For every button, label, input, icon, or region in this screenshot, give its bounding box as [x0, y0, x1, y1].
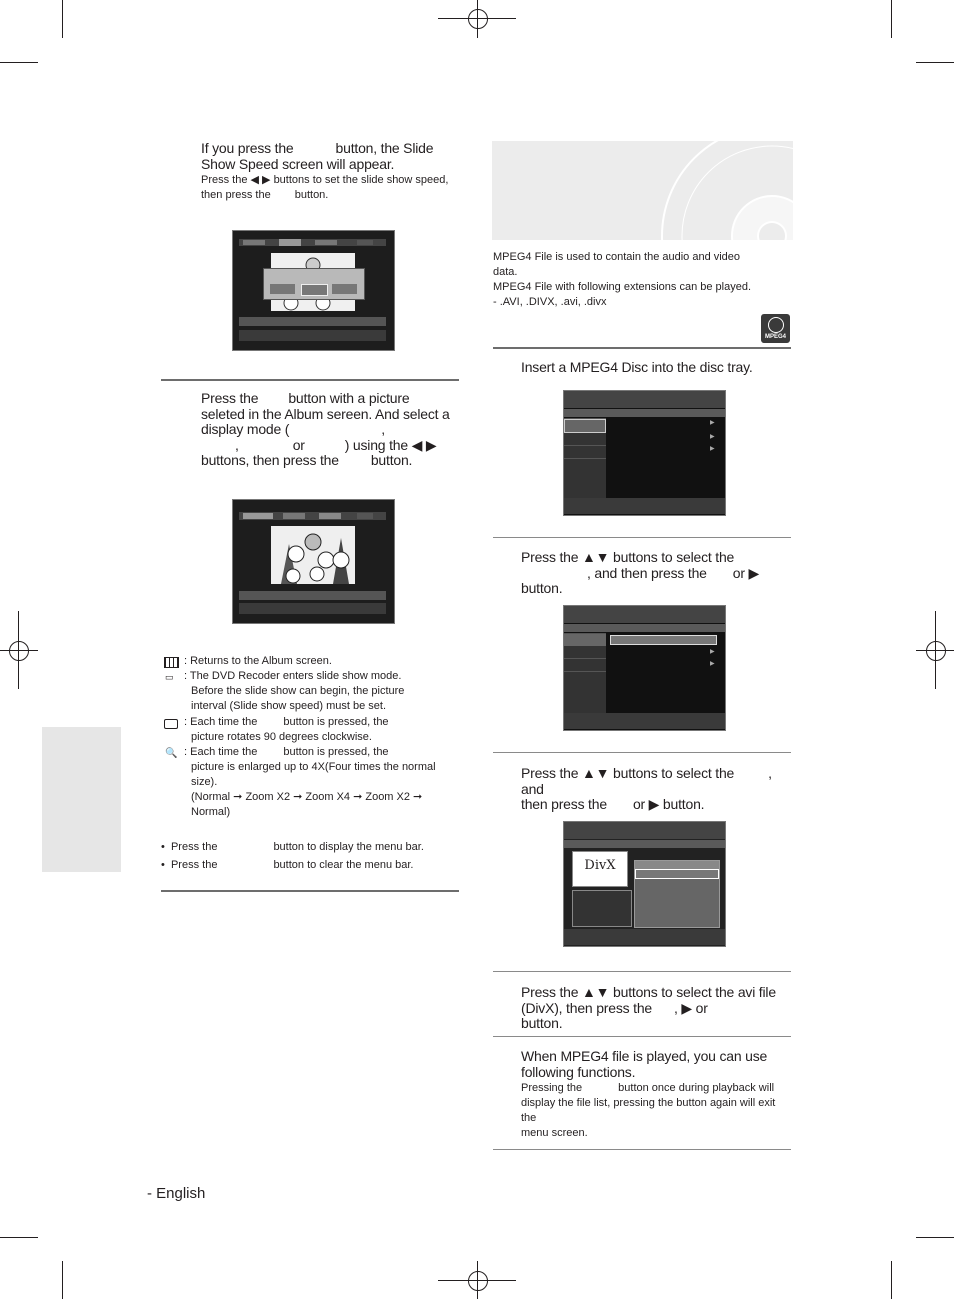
step-1-text: Insert a MPEG4 Disc into the disc tray.	[521, 359, 753, 375]
crop-mark	[916, 1237, 954, 1238]
bullet-clear-menu: • Press the button to clear the menu bar.	[161, 859, 414, 871]
help-bar	[239, 603, 386, 614]
sidebar-item-disc-navigation[interactable]	[564, 419, 606, 433]
crop-mark	[916, 62, 954, 63]
sidebar-item-setup[interactable]	[564, 659, 606, 672]
help-bar	[564, 713, 725, 729]
divx-file-list-screenshot	[563, 821, 726, 947]
rotate-icon	[315, 240, 337, 245]
help-bar	[564, 498, 725, 514]
registration-mark	[468, 1271, 488, 1291]
sidebar-item-setup[interactable]	[564, 446, 606, 459]
picture-display	[271, 526, 355, 584]
album-icon	[243, 513, 273, 519]
menu-item-selected[interactable]	[610, 635, 717, 645]
mpeg4-badge	[761, 314, 790, 343]
menu-title-bar	[564, 391, 725, 408]
crop-mark	[0, 62, 38, 63]
menu-bar	[239, 512, 386, 520]
chevron-right-icon: ▶	[710, 434, 715, 440]
disc-icon	[768, 317, 784, 333]
registration-mark	[468, 9, 488, 29]
rotate-icon	[319, 513, 341, 519]
section-divider	[493, 537, 791, 538]
album-picture-screenshot	[232, 499, 395, 624]
step-5-subtext: Pressing the button once during playback will display the file list, pressing the button again will exit the menu screen.	[521, 1082, 776, 1139]
divx-logo: DivX	[572, 851, 628, 887]
crop-mark	[62, 1261, 63, 1299]
menu-subtitle-bar	[564, 840, 725, 848]
chapter-side-tab	[42, 727, 121, 872]
disc-navigation-screenshot	[563, 605, 726, 731]
rotate-icon	[164, 719, 178, 729]
section-divider	[493, 971, 791, 972]
chevron-right-icon: ▶	[710, 420, 715, 426]
step-a-text: If you press the button, the Slide Show Speed screen will appear.	[201, 140, 434, 172]
section-divider	[493, 1036, 791, 1037]
folder-row[interactable]	[635, 861, 719, 869]
section-divider	[161, 379, 459, 381]
step-3-text: Press the ▲▼ buttons to select the , and then press the or ▶ button.	[521, 765, 772, 812]
mpeg4-intro: MPEG4 File is used to contain the audio and video data. MPEG4 File with following extensions can be played. - .AVI, .DIVX, .avi, .divx	[493, 251, 752, 308]
step-a-subtext: Press the ◀ ▶ buttons to set the slide show speed, then press the button.	[201, 174, 449, 201]
legend-slide-show: : The DVD Recoder enters slide show mode. Before the slide show can begin, the picture interval (Slide show speed) must be set.	[184, 670, 405, 712]
step-5-text: When MPEG4 file is played, you can use following functions.	[521, 1048, 768, 1080]
file-info-panel	[572, 890, 632, 927]
zoom-icon: 🔍	[165, 748, 178, 759]
help-bar	[239, 330, 386, 341]
speed-dialog	[263, 268, 365, 300]
menu-title-bar	[564, 606, 725, 623]
file-row-selected[interactable]	[635, 869, 719, 879]
crop-mark	[62, 0, 63, 38]
legend-album: : Returns to the Album screen.	[184, 655, 332, 667]
sidebar-item-program[interactable]	[564, 433, 606, 446]
sidebar-item-disc-navigation[interactable]	[564, 634, 606, 646]
crop-mark	[891, 0, 892, 38]
registration-mark	[926, 641, 946, 661]
section-divider	[493, 347, 791, 349]
info-bar	[239, 317, 386, 326]
crop-mark	[0, 1237, 38, 1238]
menu-sidebar	[564, 633, 606, 714]
disc-graphic	[492, 141, 793, 240]
bullet-display-menu: • Press the button to display the menu bar.	[161, 841, 424, 853]
slide-show-speed-screenshot	[232, 230, 395, 351]
step-2-text: Press the ▲▼ buttons to select the , and then press the or ▶ button.	[521, 549, 760, 596]
legend-rotate: : Each time the button is pressed, the picture rotates 90 degrees clockwise.	[184, 716, 389, 743]
step-b-text: Press the button with a picture seleted in the Album sereen. And select a display mode ( , , or ) using the ◀ ▶ buttons, then press the button.	[201, 390, 450, 468]
album-icon	[243, 240, 265, 245]
info-bar	[239, 591, 386, 600]
crop-mark	[891, 1261, 892, 1299]
registration-mark	[9, 641, 29, 661]
speed-option-slow[interactable]	[270, 284, 295, 294]
section-divider	[493, 752, 791, 753]
page-footer-language: - English	[147, 1185, 206, 1202]
step-4-text: Press the ▲▼ buttons to select the avi file (DivX), then press the , ▶ orbutton.	[521, 984, 776, 1031]
menu-subtitle-bar	[564, 409, 725, 417]
mpeg4-label: MPEG4	[764, 334, 786, 340]
speed-option-normal[interactable]	[301, 284, 328, 296]
chevron-right-icon: ▶	[710, 649, 715, 655]
album-icon	[164, 657, 179, 668]
menu-bar	[239, 239, 386, 246]
legend-zoom: : Each time the button is pressed, the picture is enlarged up to 4X(Four times the normal size). (Normal ➞ Zoom X2 ➞ Zoom X4 ➞ Zoom X2 ➞ Normal)	[184, 746, 436, 818]
menu-sidebar	[564, 418, 606, 499]
section-divider	[161, 890, 459, 892]
section-divider	[493, 1149, 791, 1150]
file-list-panel	[634, 860, 720, 928]
zoom-icon	[357, 240, 373, 245]
chevron-right-icon: ▶	[710, 446, 715, 452]
slide-show-icon	[279, 239, 301, 246]
disc-menu-screenshot	[563, 390, 726, 516]
slide-show-icon	[283, 513, 305, 519]
menu-subtitle-bar	[564, 624, 725, 632]
chevron-right-icon: ▶	[710, 661, 715, 667]
help-bar	[564, 929, 725, 945]
speed-option-fast[interactable]	[332, 284, 357, 294]
section-header-banner	[492, 141, 793, 240]
sidebar-item-program[interactable]	[564, 646, 606, 659]
menu-title-bar	[564, 822, 725, 839]
zoom-icon	[357, 513, 373, 519]
slide-show-icon: ▭	[165, 672, 174, 682]
